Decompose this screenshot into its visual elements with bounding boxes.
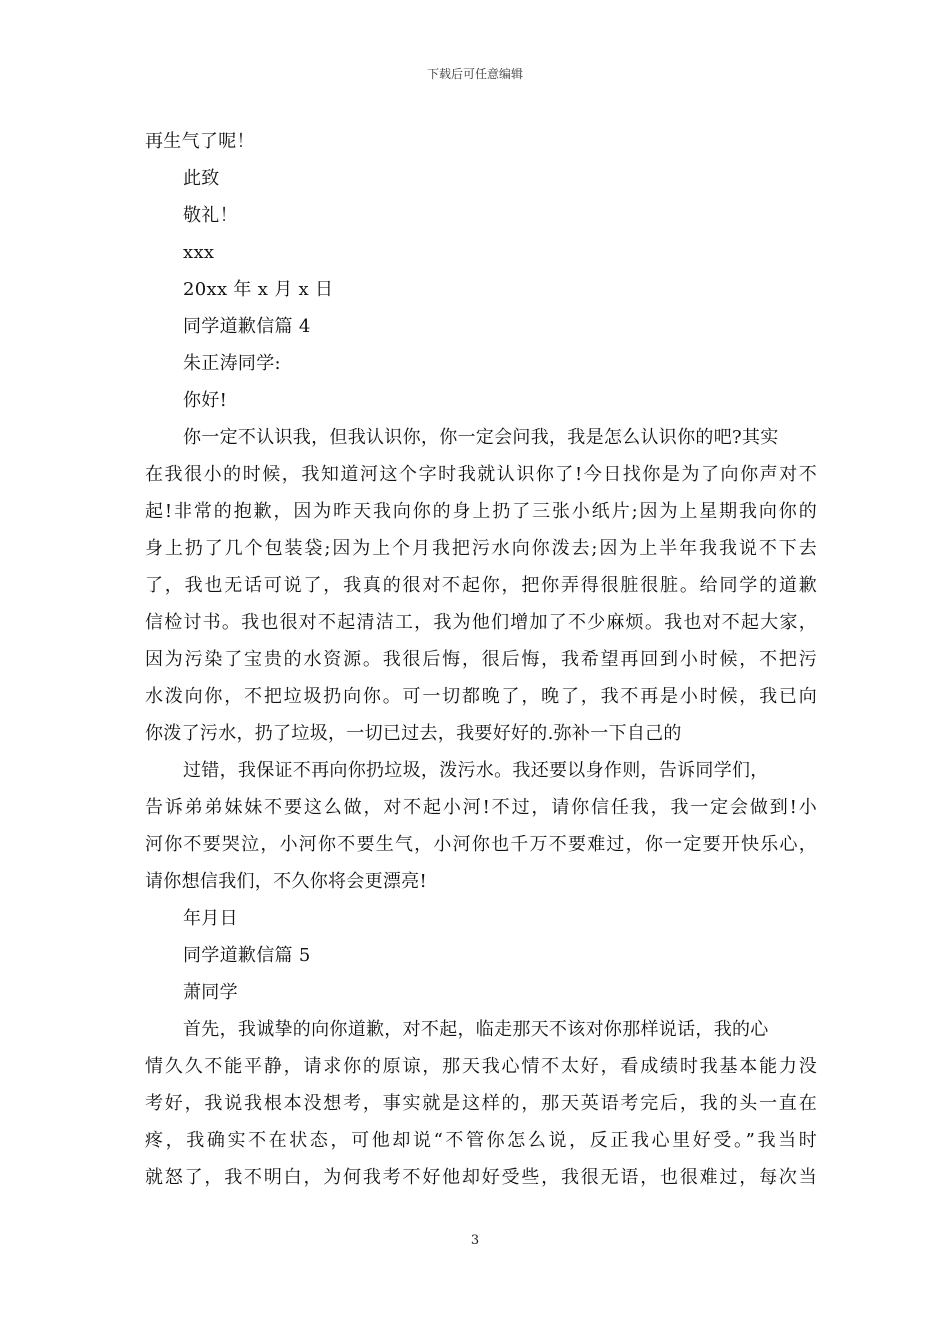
document-body	[145, 123, 825, 1196]
section-title: 同学道歉信篇 4	[183, 316, 311, 337]
paragraph-line: 请你想信我们，不久你将会更漂亮!	[145, 871, 428, 892]
page-number: 3	[470, 1233, 480, 1248]
paragraph-line: 考好，我说我根本没想考，事实就是这样的，那天英语考完后，我的头一直在	[145, 1093, 817, 1114]
paragraph-line: 河你不要哭泣，小河你不要生气，小河你也千万不要难过，你一定要开快乐心，	[145, 834, 817, 855]
recipient-line: 萧同学	[183, 982, 238, 1003]
paragraph-line: 身上扔了几个包装袋;因为上个月我把污水向你泼去;因为上半年我我说不下去	[145, 538, 817, 559]
paragraph-line: 了，我也无话可说了，我真的很对不起你，把你弄得很脏很脏。给同学的道歉	[145, 575, 817, 596]
paragraph-line: 就怒了，我不明白，为何我考不好他却好受些，我很无语，也很难过，每次当	[145, 1167, 817, 1188]
signature-line: xxx	[183, 242, 215, 263]
paragraph-line: 起!非常的抱歉，因为昨天我向你的身上扔了三张小纸片;因为上星期我向你的	[145, 501, 817, 522]
paragraph-line: 你泼了污水，扔了垃圾，一切已过去，我要好好的.弥补一下自己的	[145, 723, 682, 744]
text-line: 再生气了呢！	[145, 131, 255, 152]
paragraph-line: 疼，我确实不在状态，可他却说“不管你怎么说，反正我心里好受。”我当时	[145, 1130, 817, 1151]
paragraph-line: 因为污染了宝贵的水资源。我很后悔，很后悔，我希望再回到小时候，不把污	[145, 649, 817, 670]
paragraph-line: 在我很小的时候，我知道河这个字时我就认识你了!今日找你是为了向你声对不	[145, 464, 817, 485]
paragraph-line: 你一定不认识我，但我认识你，你一定会问我，我是怎么认识你的吧?其实	[183, 427, 779, 448]
salutation-line: 敬礼！	[183, 205, 238, 226]
recipient-line: 朱正涛同学:	[183, 353, 281, 374]
paragraph-line: 告诉弟弟妹妹不要这么做，对不起小河!不过，请你信任我，我一定会做到!小	[145, 797, 817, 818]
page-header: 下载后可任意编辑	[426, 67, 523, 81]
paragraph-line: 情久久不能平静，请求你的原谅，那天我心情不太好，看成绩时我基本能力没	[145, 1056, 817, 1077]
closing-line: 此致	[183, 168, 220, 189]
date-line: 20xx 年 x 月 x 日	[183, 279, 334, 300]
paragraph-line: 首先，我诚挚的向你道歉，对不起，临走那天不该对你那样说话，我的心	[183, 1019, 769, 1040]
paragraph-line: 过错，我保证不再向你扔垃圾，泼污水。我还要以身作则，告诉同学们，	[183, 760, 769, 781]
greeting-line: 你好!	[183, 390, 228, 411]
date-line: 年月日	[183, 908, 238, 929]
paragraph-line: 信检讨书。我也很对不起清洁工，我为他们增加了不少麻烦。我也对不起大家，	[145, 612, 817, 633]
paragraph-line: 水泼向你，不把垃圾扔向你。可一切都晚了，晚了，我不再是小时候，我已向	[145, 686, 817, 707]
section-title: 同学道歉信篇 5	[183, 945, 311, 966]
